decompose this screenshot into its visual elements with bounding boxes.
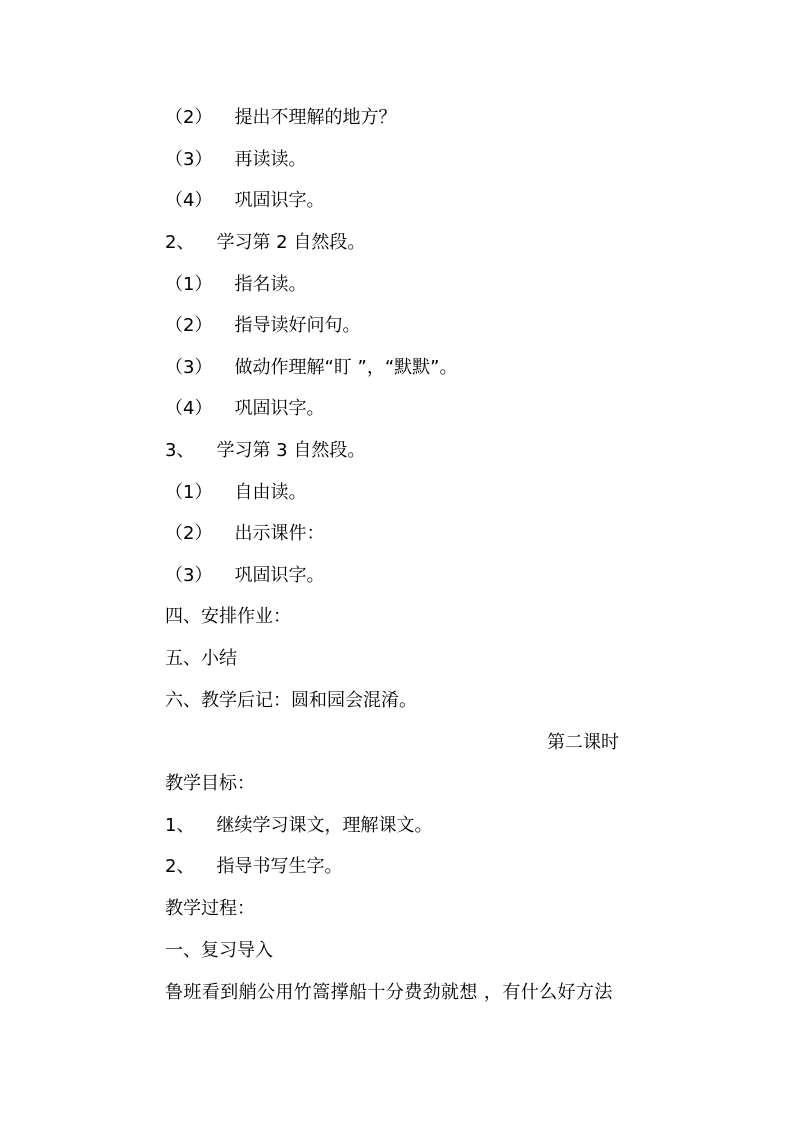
list-text: 学习第 3 自然段。 (216, 440, 366, 461)
lesson-heading: 第二课时 (547, 732, 619, 753)
list-text: 做动作理解“盯 ”，“默默”。 (234, 357, 458, 378)
list-item (165, 189, 324, 213)
list-text: 学习第 2 自然段。 (216, 232, 366, 253)
list-text: 指名读。 (234, 274, 307, 295)
list-text: 提出不理解的地方？ (234, 107, 397, 128)
list-text: 出示课件： (234, 523, 325, 544)
list-text: 指导读好问句。 (234, 315, 361, 336)
list-item (165, 231, 365, 255)
list-number: （2） (165, 107, 213, 128)
list-item (165, 314, 360, 338)
list-item (165, 397, 324, 421)
goal-item (165, 855, 342, 879)
list-item (165, 356, 457, 380)
goal-number: 2、 (165, 856, 195, 877)
list-number: （1） (165, 274, 213, 295)
list-number: （2） (165, 523, 213, 544)
goals-label: 教学目标： (165, 773, 255, 794)
list-item (165, 148, 306, 172)
list-text: 巩固识字。 (234, 398, 325, 419)
list-number: （3） (165, 357, 213, 378)
review-heading: 一、复习导入 (165, 940, 273, 961)
list-text: 巩固识字。 (234, 565, 325, 586)
list-item (165, 522, 324, 546)
list-number: 2、 (165, 232, 195, 253)
goal-number: 1、 (165, 815, 195, 836)
list-number: （3） (165, 149, 213, 170)
list-text: 自由读。 (234, 482, 307, 503)
section-summary: 五、小结 (165, 648, 237, 669)
process-label: 教学过程： (165, 898, 255, 919)
section-homework: 四、安排作业： (165, 606, 291, 627)
list-item (165, 439, 365, 463)
list-number: （2） (165, 315, 213, 336)
list-item (165, 481, 306, 505)
goal-item (165, 814, 432, 838)
list-text: 巩固识字。 (234, 190, 325, 211)
list-number: （4） (165, 398, 213, 419)
intro-paragraph: 鲁班看到艄公用竹篙撑船十分费劲就想 ，有什么好方法 (165, 982, 613, 1003)
list-number: 3、 (165, 440, 195, 461)
list-item (165, 564, 324, 588)
list-number: （4） (165, 190, 213, 211)
goal-text: 指导书写生字。 (216, 856, 343, 877)
list-number: （3） (165, 565, 213, 586)
list-item (165, 106, 396, 130)
list-item (165, 273, 306, 297)
list-text: 再读读。 (234, 149, 307, 170)
goal-text: 继续学习课文，理解课文。 (216, 815, 433, 836)
section-afterword: 六、教学后记：圆和园会混淆。 (165, 690, 417, 711)
list-number: （1） (165, 482, 213, 503)
